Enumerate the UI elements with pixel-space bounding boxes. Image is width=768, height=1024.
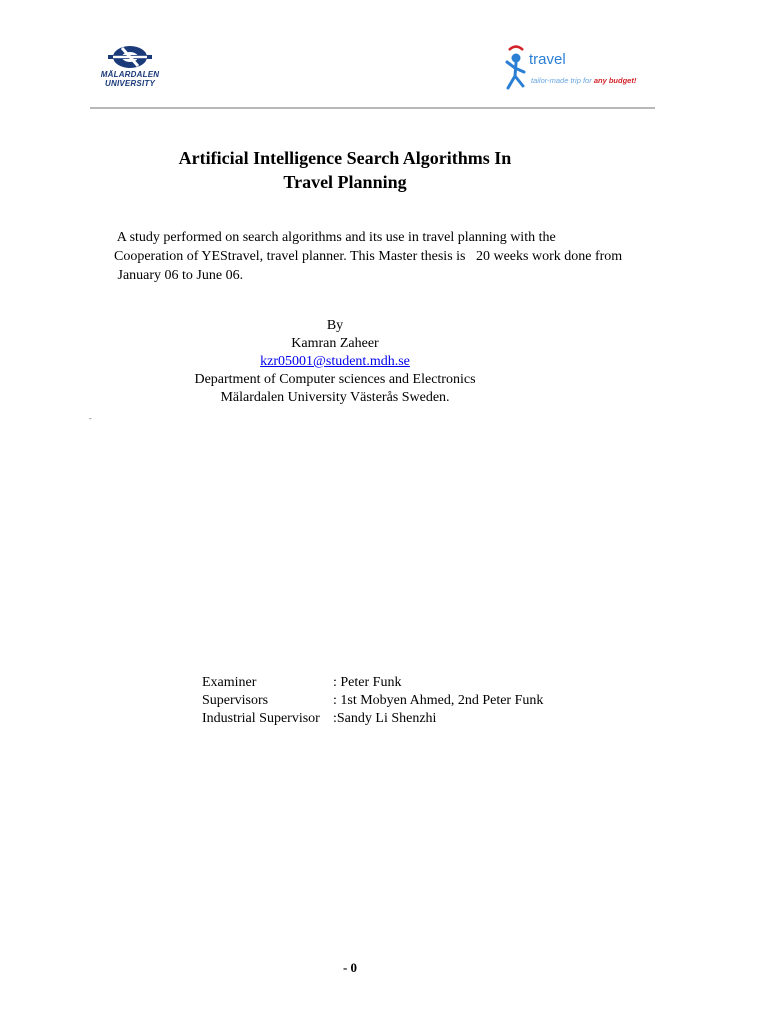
university-logo (100, 44, 160, 94)
travel-brand-text: travel (529, 51, 566, 68)
author-name: Kamran Zaheer (291, 336, 379, 351)
travel-tagline-emphasis: any budget! (593, 76, 637, 85)
author-email-link[interactable]: kzr05001@student.mdh.se (260, 354, 410, 369)
university-wordmark: MÄLARDALEN UNIVERSITY (100, 70, 160, 88)
credit-value: :Sandy Li Shenzhi (333, 711, 437, 726)
abstract-line-1: A study performed on search algorithms and its use in travel planning with the (114, 230, 556, 245)
stray-mark: - (89, 414, 92, 423)
traveler-figure-icon (503, 42, 529, 96)
credit-label: Supervisors (202, 693, 269, 708)
travel-tagline-prefix: tailor-made trip for (531, 76, 592, 85)
credit-value: : 1st Mobyen Ahmed, 2nd Peter Funk (333, 693, 544, 708)
university-name: Mälardalen University Västerås Sweden. (220, 390, 450, 405)
header-divider (90, 107, 655, 109)
title-line-2: Travel Planning (283, 172, 407, 192)
university-emblem-icon (100, 44, 160, 70)
travel-tagline (531, 76, 636, 85)
abstract-line-3: January 06 to June 06. (114, 268, 244, 283)
by-label: By (326, 318, 344, 333)
travel-logo (503, 42, 637, 96)
department-name: Department of Computer sciences and Electronics (194, 372, 476, 387)
credit-label: Examiner (202, 675, 257, 690)
abstract-paragraph (114, 228, 674, 285)
credit-value: : Peter Funk (333, 675, 402, 690)
credit-label: Industrial Supervisor (202, 711, 320, 726)
document-title (140, 146, 550, 194)
title-line-1: Artificial Intelligence Search Algorithms In (178, 148, 512, 168)
abstract-line-2: Cooperation of YEStravel, travel planner. This Master thesis is 20 weeks work done from (114, 249, 623, 264)
author-block (150, 317, 520, 407)
page-number: - 0 (342, 960, 358, 975)
